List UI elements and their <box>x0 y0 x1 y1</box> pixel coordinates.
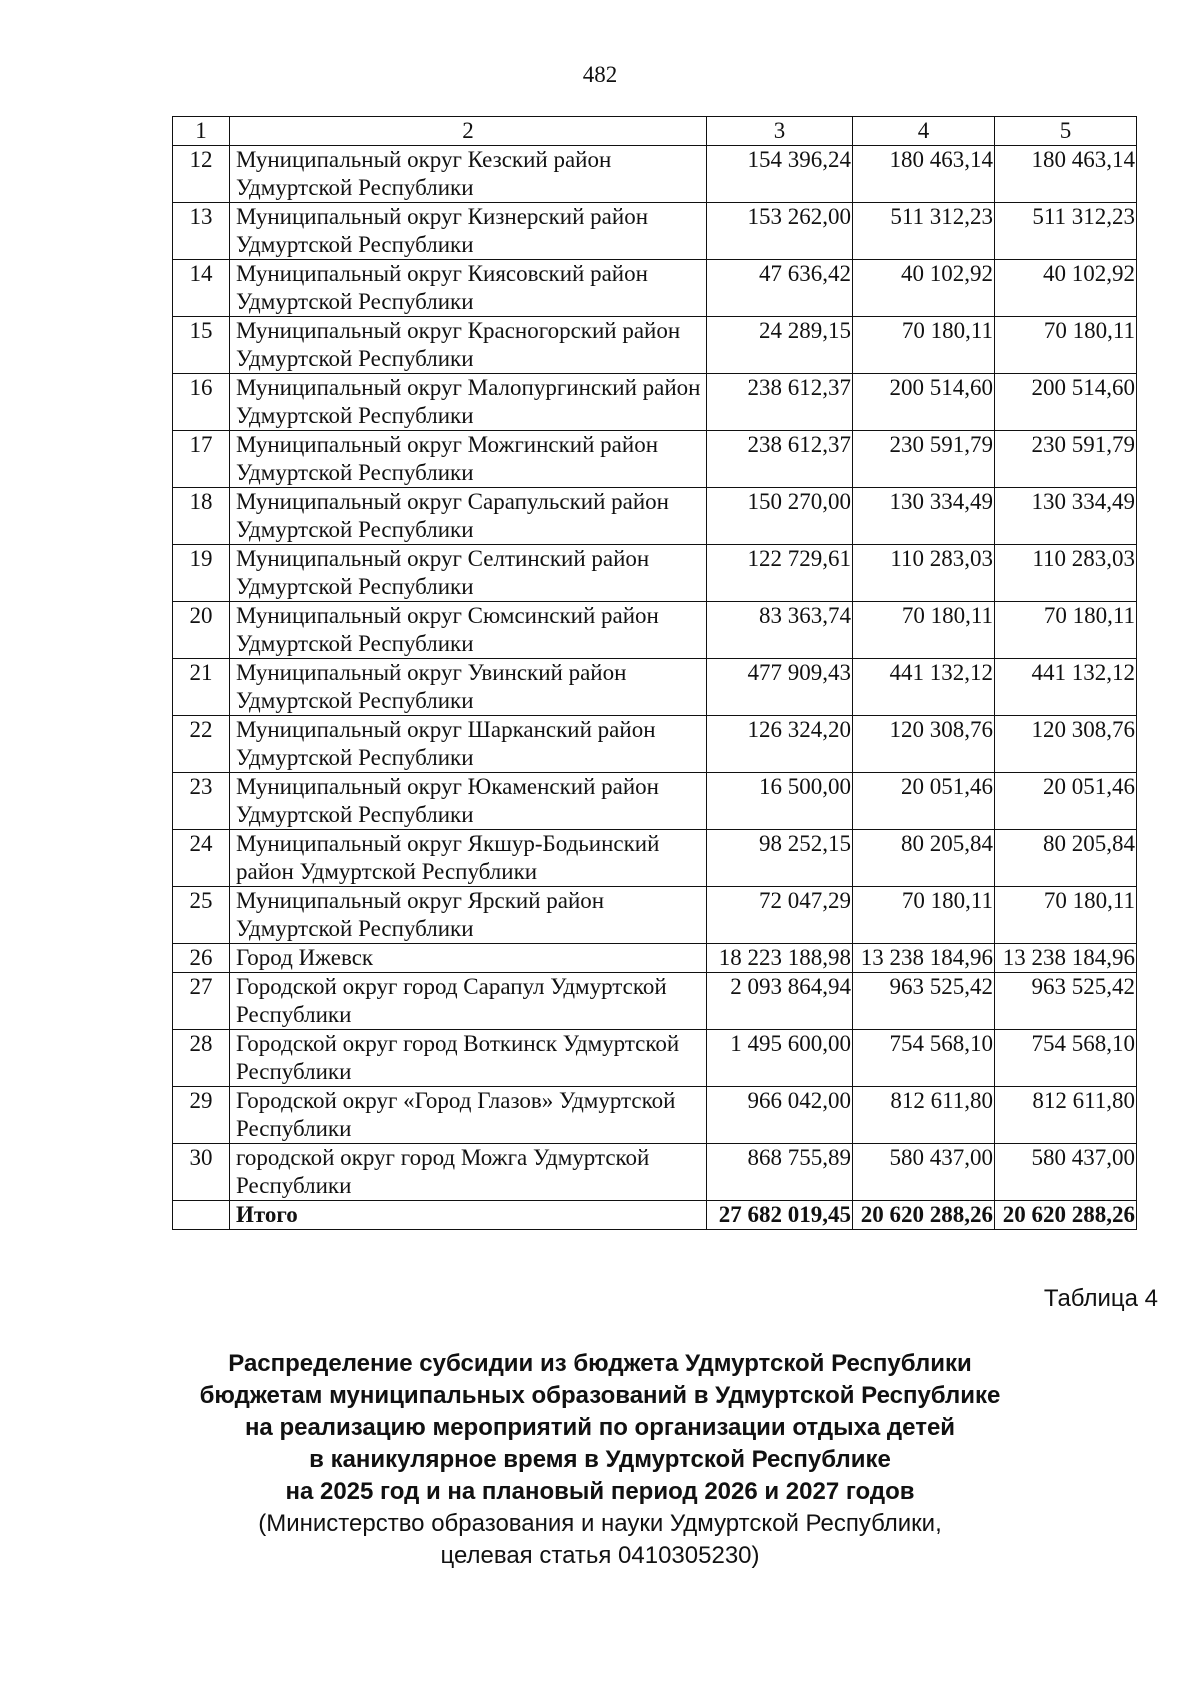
table-row <box>173 317 1137 374</box>
row-number: 30 <box>173 1144 230 1201</box>
value-2027: 120 308,76 <box>995 716 1137 773</box>
value-2025: 47 636,42 <box>707 260 853 317</box>
value-2025: 153 262,00 <box>707 203 853 260</box>
value-2027: 110 283,03 <box>995 545 1137 602</box>
value-2027: 963 525,42 <box>995 973 1137 1030</box>
table-row <box>173 488 1137 545</box>
value-2026: 963 525,42 <box>853 973 995 1030</box>
value-2025: 150 270,00 <box>707 488 853 545</box>
title-block <box>0 1348 1200 1572</box>
value-2027: 441 132,12 <box>995 659 1137 716</box>
header-cell: 2 <box>230 117 707 146</box>
header-cell: 4 <box>853 117 995 146</box>
value-2026: 70 180,11 <box>853 887 995 944</box>
table-row <box>173 716 1137 773</box>
value-2026: 180 463,14 <box>853 146 995 203</box>
total-row <box>173 1201 1137 1230</box>
table-row <box>173 973 1137 1030</box>
value-2026: 130 334,49 <box>853 488 995 545</box>
title-line: в каникулярное время в Удмуртской Республике <box>309 1446 891 1473</box>
value-2025: 16 500,00 <box>707 773 853 830</box>
value-2026: 754 568,10 <box>853 1030 995 1087</box>
table-header-row <box>173 117 1137 146</box>
row-number: 28 <box>173 1030 230 1087</box>
row-number: 14 <box>173 260 230 317</box>
total-2027: 20 620 288,26 <box>995 1201 1137 1230</box>
header-cell: 1 <box>173 117 230 146</box>
value-2027: 200 514,60 <box>995 374 1137 431</box>
value-2026: 200 514,60 <box>853 374 995 431</box>
municipality-name: Городской округ «Город Глазов» Удмуртской Республики <box>230 1087 707 1144</box>
row-number: 22 <box>173 716 230 773</box>
total-empty-cell <box>173 1201 230 1230</box>
value-2027: 13 238 184,96 <box>995 944 1137 973</box>
municipality-name: Муниципальный округ Якшур-Бодьинский район Удмуртской Республики <box>230 830 707 887</box>
table-row <box>173 545 1137 602</box>
value-2025: 2 093 864,94 <box>707 973 853 1030</box>
municipality-name: городской округ город Можга Удмуртской Республики <box>230 1144 707 1201</box>
value-2025: 98 252,15 <box>707 830 853 887</box>
value-2026: 40 102,92 <box>853 260 995 317</box>
total-2026: 20 620 288,26 <box>853 1201 995 1230</box>
value-2026: 13 238 184,96 <box>853 944 995 973</box>
value-2025: 238 612,37 <box>707 374 853 431</box>
municipality-name: Муниципальный округ Малопургинский район Удмуртской Республики <box>230 374 707 431</box>
value-2027: 180 463,14 <box>995 146 1137 203</box>
row-number: 24 <box>173 830 230 887</box>
municipality-name: Муниципальный округ Красногорский район Удмуртской Республики <box>230 317 707 374</box>
value-2027: 40 102,92 <box>995 260 1137 317</box>
row-number: 21 <box>173 659 230 716</box>
table-row <box>173 659 1137 716</box>
table-row <box>173 260 1137 317</box>
table-row <box>173 1144 1137 1201</box>
subsidy-table <box>172 116 1137 1230</box>
table-row <box>173 773 1137 830</box>
municipality-name: Городской округ город Сарапул Удмуртской Республики <box>230 973 707 1030</box>
value-2027: 230 591,79 <box>995 431 1137 488</box>
value-2027: 70 180,11 <box>995 602 1137 659</box>
table-row <box>173 1087 1137 1144</box>
row-number: 27 <box>173 973 230 1030</box>
page-number: 482 <box>582 62 618 87</box>
municipality-name: Муниципальный округ Киясовский район Удмуртской Республики <box>230 260 707 317</box>
row-number: 12 <box>173 146 230 203</box>
value-2025: 477 909,43 <box>707 659 853 716</box>
value-2025: 83 363,74 <box>707 602 853 659</box>
value-2027: 812 611,80 <box>995 1087 1137 1144</box>
header-cell: 3 <box>707 117 853 146</box>
municipality-name: Муниципальный округ Селтинский район Удмуртской Республики <box>230 545 707 602</box>
municipality-name: Муниципальный округ Сарапульский район Удмуртской Республики <box>230 488 707 545</box>
value-2027: 511 312,23 <box>995 203 1137 260</box>
municipality-name: Муниципальный округ Юкаменский район Удмуртской Республики <box>230 773 707 830</box>
table-row <box>173 203 1137 260</box>
value-2026: 441 132,12 <box>853 659 995 716</box>
value-2026: 20 051,46 <box>853 773 995 830</box>
value-2025: 238 612,37 <box>707 431 853 488</box>
table-row <box>173 431 1137 488</box>
municipality-name: Муниципальный округ Кизнерский район Удмуртской Республики <box>230 203 707 260</box>
table-row <box>173 1030 1137 1087</box>
value-2027: 70 180,11 <box>995 887 1137 944</box>
table-row <box>173 602 1137 659</box>
value-2025: 24 289,15 <box>707 317 853 374</box>
value-2027: 70 180,11 <box>995 317 1137 374</box>
subsidy-table-container <box>172 116 1136 1230</box>
value-2027: 20 051,46 <box>995 773 1137 830</box>
table-row <box>173 374 1137 431</box>
value-2026: 511 312,23 <box>853 203 995 260</box>
value-2027: 754 568,10 <box>995 1030 1137 1087</box>
row-number: 16 <box>173 374 230 431</box>
table-row <box>173 944 1137 973</box>
value-2025: 154 396,24 <box>707 146 853 203</box>
subtitle-line: целевая статья 0410305230) <box>440 1542 760 1569</box>
value-2026: 230 591,79 <box>853 431 995 488</box>
row-number: 17 <box>173 431 230 488</box>
row-number: 20 <box>173 602 230 659</box>
value-2026: 80 205,84 <box>853 830 995 887</box>
title-line: Распределение субсидии из бюджета Удмуртской Республики <box>228 1350 972 1377</box>
municipality-name: Муниципальный округ Можгинский район Удмуртской Республики <box>230 431 707 488</box>
value-2027: 580 437,00 <box>995 1144 1137 1201</box>
municipality-name: Муниципальный округ Увинский район Удмуртской Республики <box>230 659 707 716</box>
value-2026: 812 611,80 <box>853 1087 995 1144</box>
municipality-name: Муниципальный округ Кезский район Удмуртской Республики <box>230 146 707 203</box>
value-2025: 126 324,20 <box>707 716 853 773</box>
value-2025: 72 047,29 <box>707 887 853 944</box>
table-row <box>173 146 1137 203</box>
row-number: 18 <box>173 488 230 545</box>
row-number: 29 <box>173 1087 230 1144</box>
row-number: 15 <box>173 317 230 374</box>
row-number: 19 <box>173 545 230 602</box>
value-2025: 1 495 600,00 <box>707 1030 853 1087</box>
row-number: 13 <box>173 203 230 260</box>
row-number: 23 <box>173 773 230 830</box>
table-body <box>173 117 1137 1230</box>
value-2026: 110 283,03 <box>853 545 995 602</box>
value-2025: 122 729,61 <box>707 545 853 602</box>
title-line: на реализацию мероприятий по организации отдыха детей <box>244 1414 956 1441</box>
row-number: 26 <box>173 944 230 973</box>
subtitle-line: (Министерство образования и науки Удмуртской Республики, <box>258 1510 942 1537</box>
total-label: Итого <box>230 1201 707 1230</box>
municipality-name: Город Ижевск <box>230 944 707 973</box>
municipality-name: Муниципальный округ Шарканский район Удмуртской Республики <box>230 716 707 773</box>
table-caption: Таблица 4 <box>1043 1285 1158 1312</box>
municipality-name: Муниципальный округ Ярский район Удмуртской Республики <box>230 887 707 944</box>
value-2027: 80 205,84 <box>995 830 1137 887</box>
total-2025: 27 682 019,45 <box>707 1201 853 1230</box>
value-2026: 70 180,11 <box>853 317 995 374</box>
value-2026: 70 180,11 <box>853 602 995 659</box>
title-line: бюджетам муниципальных образований в Удмуртской Республике <box>199 1382 1001 1409</box>
value-2025: 966 042,00 <box>707 1087 853 1144</box>
header-cell: 5 <box>995 117 1137 146</box>
value-2025: 18 223 188,98 <box>707 944 853 973</box>
table-row <box>173 887 1137 944</box>
table-row <box>173 830 1137 887</box>
value-2027: 130 334,49 <box>995 488 1137 545</box>
value-2025: 868 755,89 <box>707 1144 853 1201</box>
row-number: 25 <box>173 887 230 944</box>
value-2026: 580 437,00 <box>853 1144 995 1201</box>
title-line: на 2025 год и на плановый период 2026 и 2027 годов <box>285 1478 915 1505</box>
municipality-name: Муниципальный округ Сюмсинский район Удмуртской Республики <box>230 602 707 659</box>
value-2026: 120 308,76 <box>853 716 995 773</box>
municipality-name: Городской округ город Воткинск Удмуртской Республики <box>230 1030 707 1087</box>
